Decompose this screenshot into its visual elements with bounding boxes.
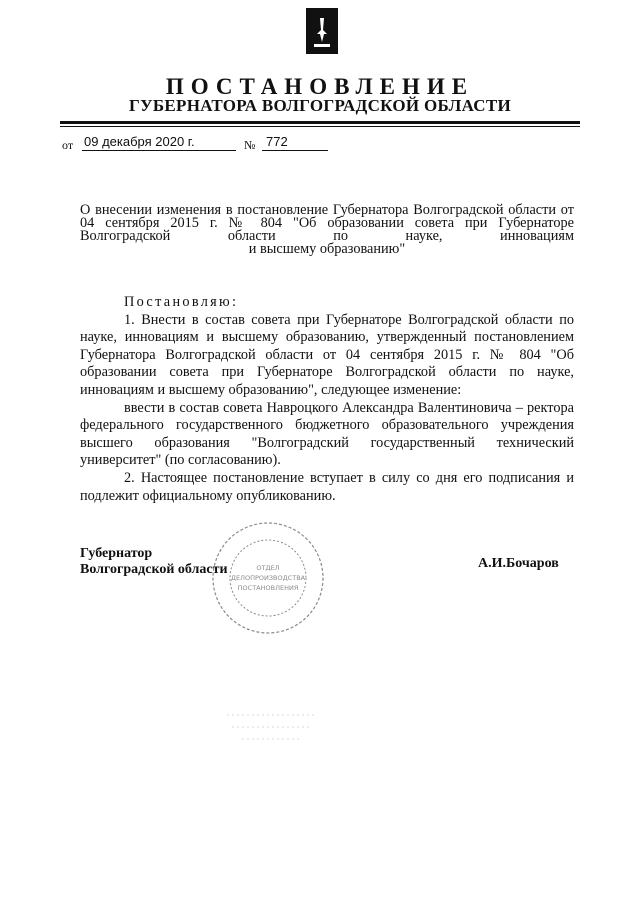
stamp-inner-line3: ПОСТАНОВЛЕНИЯ — [237, 584, 299, 592]
signatory-title — [80, 546, 228, 578]
paragraph-1: 1. Внести в состав совета при Губернаторе Волгоградской области по науке, инновациям и высшему образованию, утвержденный постановлением Губернатора Волгоградской области от 04 сентября 2015 г. № 804 "Об образовании совета при Губернаторе Волгоградской области по науке, инновациям и высшему образованию", следующее изменение: — [80, 311, 574, 398]
document-number: 772 — [262, 134, 328, 151]
stamp-inner-line1: ОТДЕЛ — [256, 564, 280, 572]
subject-text: О внесении изменения в постановление Губернатора Волгоградской области от 04 сентября 2015 г. № 804 "Об образовании совета при Губернаторе Волгоградской области по науке, инновациям — [80, 202, 574, 244]
signatory-title-line1: Губернатор — [80, 546, 153, 561]
official-stamp — [210, 520, 326, 636]
resolution-intro: Постановляю: — [124, 294, 239, 310]
signatory-name: А.И.Бочаров — [478, 556, 559, 571]
paragraph-2: ввести в состав совета Навроцкого Александра Валентиновича – ректора федерального государственного бюджетного образовательного учреждения высшего образования "Волгоградский государственный технический университет" (по согласованию). — [80, 399, 574, 469]
header-rule-thin — [60, 126, 580, 127]
signatory-title-line2: Волгоградской области — [80, 562, 228, 577]
faint-stamp-impression — [222, 705, 322, 745]
document-title: ПОСТАНОВЛЕНИЕ — [165, 74, 475, 99]
subject-text-end: и высшему образованию" — [248, 241, 406, 257]
number-sign: № — [244, 138, 256, 152]
paragraph-3: 2. Настоящее постановление вступает в силу со дня его подписания и подлежит официальному опубликованию. — [80, 469, 574, 504]
date-prefix: от — [62, 138, 74, 152]
document-date: 09 декабря 2020 г. — [82, 134, 236, 151]
stamp-inner-line2: ДЕЛОПРОИЗВОДСТВА — [230, 574, 306, 582]
document-subject — [80, 204, 574, 256]
coat-of-arms-emblem — [306, 8, 338, 54]
document-body — [80, 294, 574, 505]
header-rule-thick — [60, 121, 580, 124]
document-subtitle: ГУБЕРНАТОРА ВОЛГОГРАДСКОЙ ОБЛАСТИ — [128, 96, 512, 115]
